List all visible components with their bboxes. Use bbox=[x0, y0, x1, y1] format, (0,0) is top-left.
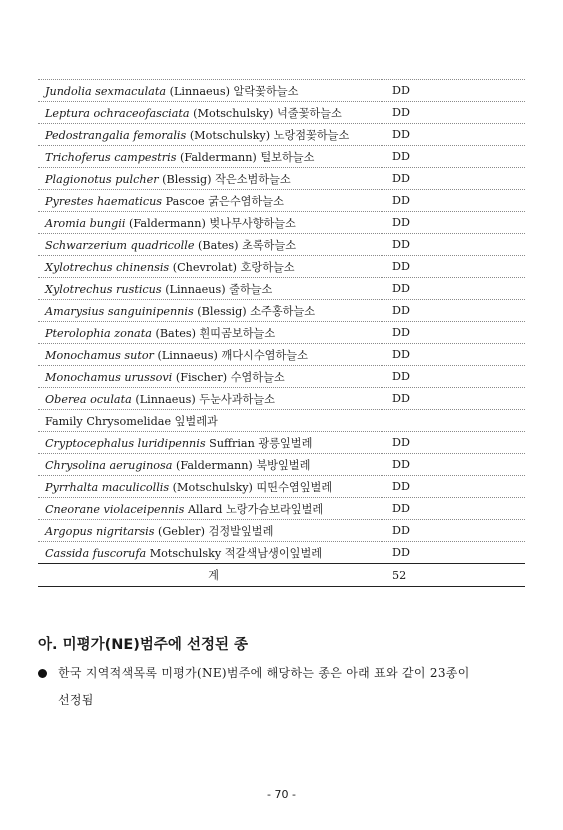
species-row bbox=[38, 190, 525, 212]
species-name-cell bbox=[38, 234, 382, 256]
species-row bbox=[38, 498, 525, 520]
korean-name: 작은소범하늘소 bbox=[215, 172, 291, 186]
korean-name: 띠띤수염잎벌레 bbox=[256, 480, 333, 494]
section-heading: 아. 미평가(NE)범주에 선정된 종 bbox=[38, 637, 249, 653]
author-name: (Blessig) bbox=[197, 304, 247, 318]
species-row bbox=[38, 102, 525, 124]
scientific-name: Monochamus sutor bbox=[45, 348, 154, 362]
author-name: (Faldermann) bbox=[176, 458, 253, 472]
scientific-name: Amarysius sanguinipennis bbox=[45, 304, 194, 318]
grade-cell: DD bbox=[382, 542, 525, 564]
species-name-cell bbox=[38, 322, 382, 344]
species-name-cell bbox=[38, 102, 382, 124]
species-row bbox=[38, 300, 525, 322]
korean-name: 수염하늘소 bbox=[230, 370, 285, 384]
grade-cell: DD bbox=[382, 168, 525, 190]
scientific-name: Xylotrechus rusticus bbox=[45, 282, 162, 296]
korean-name: 노랑가슴보라잎벌레 bbox=[225, 502, 324, 516]
total-value: 52 bbox=[382, 564, 525, 587]
species-name-cell bbox=[38, 366, 382, 388]
species-name-cell bbox=[38, 476, 382, 498]
species-row bbox=[38, 278, 525, 300]
species-row bbox=[38, 212, 525, 234]
author-name: Suffrian bbox=[209, 436, 255, 450]
scientific-name: Plagionotus pulcher bbox=[45, 172, 159, 186]
author-name: (Motschulsky) bbox=[172, 480, 253, 494]
grade-cell: DD bbox=[382, 344, 525, 366]
scientific-name: Leptura ochraceofasciata bbox=[45, 106, 190, 120]
author-name: (Gebler) bbox=[158, 524, 205, 538]
korean-name: 벚나무사향하늘소 bbox=[209, 216, 296, 230]
grade-cell: DD bbox=[382, 454, 525, 476]
author-name: (Faldermann) bbox=[180, 150, 257, 164]
species-name-cell bbox=[38, 278, 382, 300]
korean-name: 알락꽃하늘소 bbox=[233, 84, 299, 98]
author-name: (Motschulsky) bbox=[193, 106, 274, 120]
scientific-name: Pyrrhalta maculicollis bbox=[45, 480, 170, 494]
family-label: Family Chrysomelidae 잎벌레과 bbox=[38, 410, 525, 432]
species-name-cell bbox=[38, 542, 382, 564]
korean-name: 털보하늘소 bbox=[260, 150, 315, 164]
scientific-name: Jundolia sexmaculata bbox=[45, 84, 167, 98]
grade-cell: DD bbox=[382, 190, 525, 212]
scientific-name: Schwarzerium quadricolle bbox=[45, 238, 195, 252]
korean-name: 굵은수염하늘소 bbox=[208, 194, 284, 208]
species-row bbox=[38, 388, 525, 410]
grade-cell: DD bbox=[382, 212, 525, 234]
author-name: (Bates) bbox=[198, 238, 239, 252]
family-row bbox=[38, 410, 525, 432]
scientific-name: Trichoferus campestris bbox=[45, 150, 177, 164]
author-name: (Faldermann) bbox=[129, 216, 206, 230]
species-name-cell bbox=[38, 124, 382, 146]
korean-name: 두눈사과하늘소 bbox=[199, 392, 275, 406]
species-row bbox=[38, 146, 525, 168]
scientific-name: Pyrestes haematicus bbox=[45, 194, 163, 208]
grade-cell: DD bbox=[382, 388, 525, 410]
scientific-name: Monochamus urussovi bbox=[45, 370, 173, 384]
species-row bbox=[38, 542, 525, 564]
korean-name: 흰띠곰보하늘소 bbox=[199, 326, 276, 340]
scientific-name: Chrysolina aeruginosa bbox=[45, 458, 173, 472]
species-name-cell bbox=[38, 432, 382, 454]
grade-cell: DD bbox=[382, 278, 525, 300]
species-name-cell bbox=[38, 454, 382, 476]
species-row bbox=[38, 168, 525, 190]
korean-name: 적갈색남생이잎벌레 bbox=[224, 546, 323, 560]
author-name: Allard bbox=[187, 502, 223, 516]
species-name-cell bbox=[38, 168, 382, 190]
grade-cell: DD bbox=[382, 476, 525, 498]
species-row bbox=[38, 454, 525, 476]
species-name-cell bbox=[38, 388, 382, 410]
species-name-cell bbox=[38, 212, 382, 234]
species-row bbox=[38, 322, 525, 344]
author-name: Pascoe bbox=[165, 194, 205, 208]
bullet-text-line-1: 한국 지역적색목록 미평가(NE)범주에 해당하는 종은 아래 표와 같이 23종이 bbox=[58, 666, 470, 680]
species-row bbox=[38, 520, 525, 542]
scientific-name: Oberea oculata bbox=[45, 392, 132, 406]
bullet-dot-icon bbox=[38, 669, 47, 678]
grade-cell: DD bbox=[382, 498, 525, 520]
korean-name: 광릉잎벌레 bbox=[258, 436, 313, 450]
species-table bbox=[38, 79, 525, 587]
author-name: (Bates) bbox=[155, 326, 196, 340]
species-row bbox=[38, 432, 525, 454]
korean-name: 소주홍하늘소 bbox=[250, 304, 316, 318]
author-name: (Motschulsky) bbox=[189, 128, 271, 142]
grade-cell: DD bbox=[382, 256, 525, 278]
scientific-name: Pedostrangalia femoralis bbox=[45, 128, 187, 142]
author-name: (Blessig) bbox=[162, 172, 212, 186]
species-name-cell bbox=[38, 80, 382, 102]
korean-name: 깨다시수염하늘소 bbox=[221, 348, 308, 362]
grade-cell: DD bbox=[382, 366, 525, 388]
grade-cell: DD bbox=[382, 432, 525, 454]
species-name-cell bbox=[38, 498, 382, 520]
species-table-body bbox=[38, 80, 525, 587]
korean-name: 검정발잎벌레 bbox=[208, 524, 274, 538]
korean-name: 호랑하늘소 bbox=[240, 260, 295, 274]
grade-cell: DD bbox=[382, 102, 525, 124]
scientific-name: Cneorane violaceipennis bbox=[45, 502, 185, 516]
species-name-cell bbox=[38, 520, 382, 542]
grade-cell: DD bbox=[382, 322, 525, 344]
scientific-name: Cryptocephalus luridipennis bbox=[45, 436, 206, 450]
page-number: - 70 - bbox=[267, 788, 296, 801]
species-row bbox=[38, 234, 525, 256]
bullet-paragraph bbox=[38, 660, 518, 714]
korean-name: 줄하늘소 bbox=[229, 282, 273, 296]
total-label: 계 bbox=[38, 564, 382, 587]
species-row bbox=[38, 366, 525, 388]
species-row bbox=[38, 344, 525, 366]
author-name: (Fischer) bbox=[175, 370, 228, 384]
species-row bbox=[38, 124, 525, 146]
author-name: (Linnaeus) bbox=[169, 84, 230, 98]
grade-cell: DD bbox=[382, 80, 525, 102]
grade-cell: DD bbox=[382, 124, 525, 146]
grade-cell: DD bbox=[382, 146, 525, 168]
grade-cell: DD bbox=[382, 520, 525, 542]
species-row bbox=[38, 256, 525, 278]
korean-name: 노랑점꽃하늘소 bbox=[273, 128, 350, 142]
author-name: (Linnaeus) bbox=[135, 392, 196, 406]
species-name-cell bbox=[38, 256, 382, 278]
korean-name: 넉줄꽃하늘소 bbox=[276, 106, 342, 120]
korean-name: 초록하늘소 bbox=[242, 238, 297, 252]
scientific-name: Aromia bungii bbox=[45, 216, 126, 230]
bullet-text-line-2: 선정됨 bbox=[58, 693, 94, 707]
species-row bbox=[38, 476, 525, 498]
scientific-name: Pterolophia zonata bbox=[45, 326, 152, 340]
species-name-cell bbox=[38, 190, 382, 212]
scientific-name: Cassida fuscorufa bbox=[45, 546, 147, 560]
scientific-name: Xylotrechus chinensis bbox=[45, 260, 170, 274]
species-name-cell bbox=[38, 344, 382, 366]
scientific-name: Argopus nigritarsis bbox=[45, 524, 155, 538]
grade-cell: DD bbox=[382, 234, 525, 256]
species-name-cell bbox=[38, 300, 382, 322]
species-row bbox=[38, 80, 525, 102]
grade-cell: DD bbox=[382, 300, 525, 322]
author-name: (Linnaeus) bbox=[165, 282, 226, 296]
author-name: (Chevrolat) bbox=[172, 260, 238, 274]
korean-name: 북방잎벌레 bbox=[256, 458, 311, 472]
total-row bbox=[38, 564, 525, 587]
species-name-cell bbox=[38, 146, 382, 168]
author-name: Motschulsky bbox=[149, 546, 222, 560]
author-name: (Linnaeus) bbox=[157, 348, 218, 362]
